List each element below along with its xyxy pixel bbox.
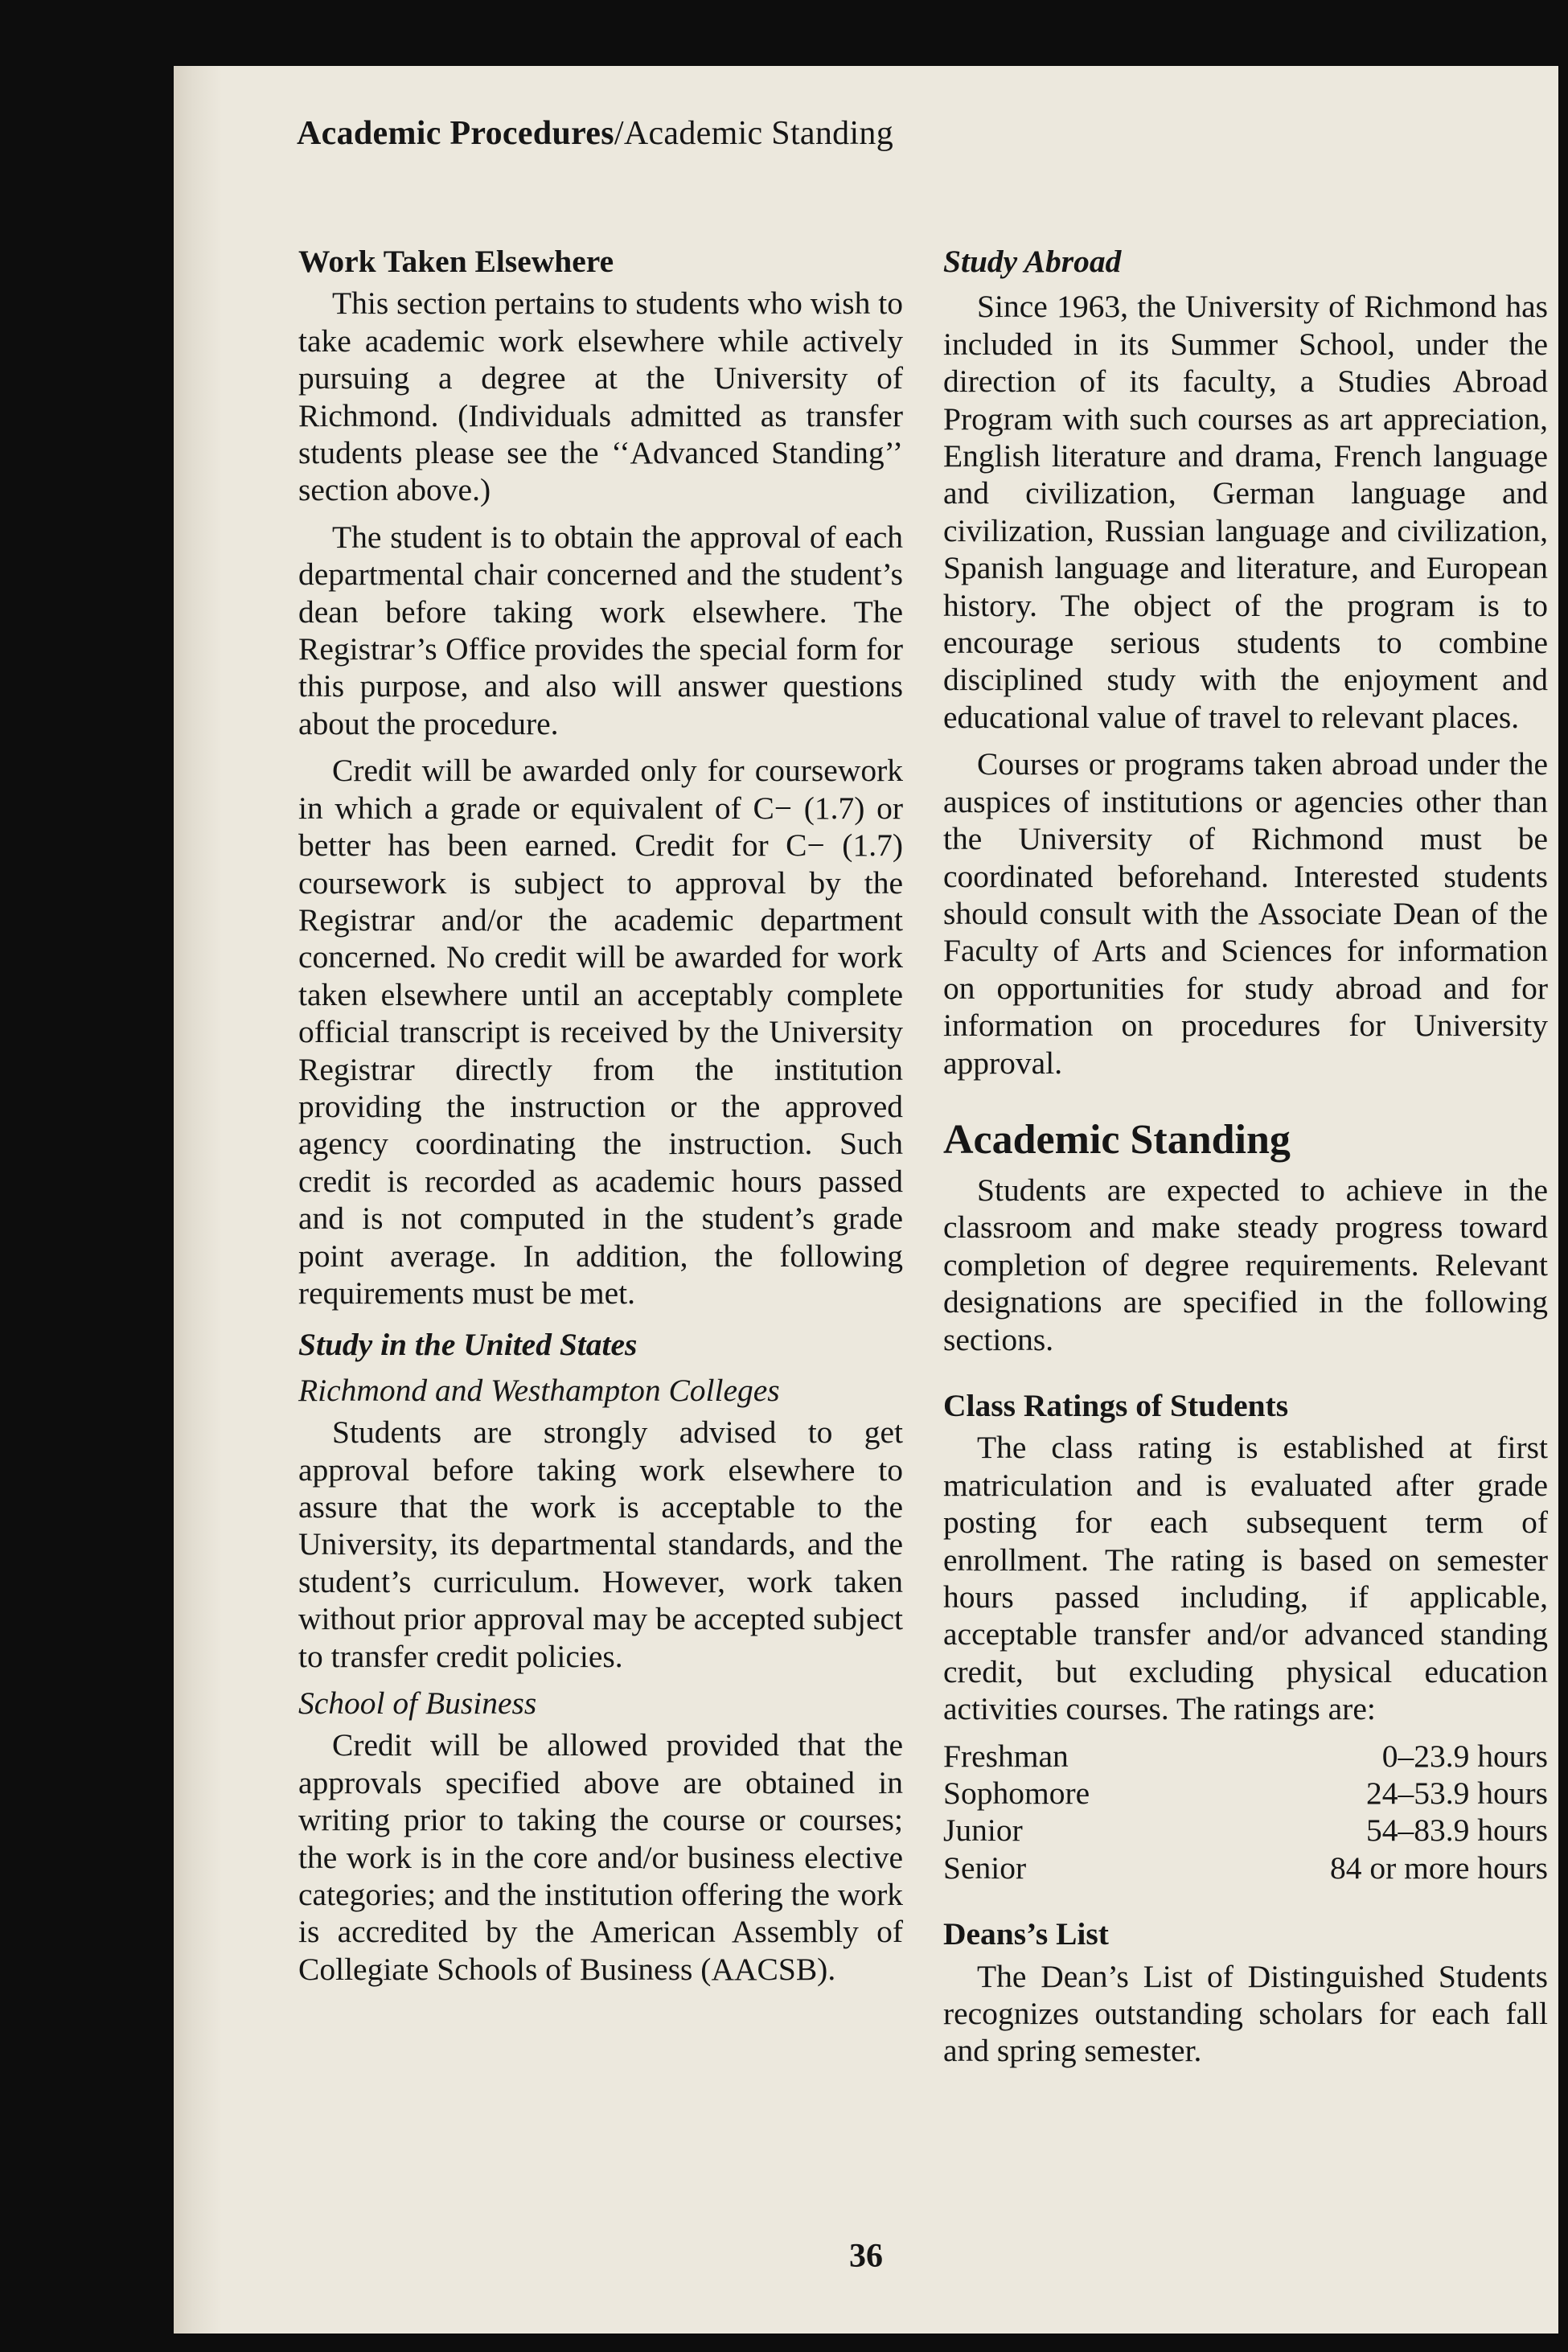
table-row bbox=[943, 1738, 1548, 1775]
academic-standing-paragraph: Students are expected to achieve in the classroom and make steady progress toward completion of degree requirements. Relevant designations are specified in the following sections. bbox=[943, 1172, 1548, 1357]
school-of-business-paragraph: Credit will be allowed provided that the approvals specified above are obtained in writing prior to taking the course or courses; the work is in the core and/or business elective categories; and the institution offering the work is accredited by the American Assembly of Collegiate Schools of Business (AACSB). bbox=[298, 1727, 903, 1987]
us-study-heading: Study in the United States bbox=[298, 1327, 638, 1363]
class-ratings-table bbox=[943, 1738, 1548, 1887]
rating-hours: 0–23.9 hours bbox=[1381, 1738, 1548, 1774]
class-ratings-heading: Class Ratings of Students bbox=[943, 1387, 1289, 1423]
academic-standing-heading: Academic Standing bbox=[943, 1116, 1291, 1163]
work-elsewhere-paragraph-2: The student is to obtain the approval of each departmental chair concerned and the student’s dean before taking work elsewhere. The Registrar’s Office provides the special form for this purpose, and also will answer questions about the procedure. bbox=[298, 519, 903, 741]
deans-list-paragraph: The Dean’s List of Distinguished Students recognizes outstanding scholars for each fall and spring semester. bbox=[943, 1958, 1548, 2069]
running-header-topic: /Academic Standing bbox=[614, 115, 894, 152]
table-row bbox=[943, 1775, 1548, 1812]
rating-hours: 24–53.9 hours bbox=[1365, 1775, 1548, 1812]
running-header-section: Academic Procedures bbox=[297, 115, 614, 152]
right-column bbox=[943, 243, 1548, 2079]
rating-hours: 54–83.9 hours bbox=[1365, 1812, 1548, 1849]
rating-label: Freshman bbox=[943, 1738, 1069, 1774]
richmond-westhampton-heading: Richmond and Westhampton Colleges bbox=[298, 1372, 780, 1408]
study-abroad-paragraph-1: Since 1963, the University of Richmond has included in its Summer School, under the direction of its faculty, a Studies Abroad Program with such courses as art appreciation, English literature and drama, French language and civilization, German language and civilization, Russian language and civilization, Spanish language and literature, and European history. The object of the program is to encourage serious students to combine disciplined study with the enjoyment and educational value of travel to relevant places. bbox=[943, 289, 1548, 735]
class-ratings-paragraph: The class rating is established at first matriculation and is evaluated after grade posting for each subsequent term of enrollment. The rating is based on semester hours passed including, if applicable, acceptable transfer and/or advanced standing credit, but excluding physical education activities courses. The ratings are: bbox=[943, 1430, 1548, 1727]
rating-label: Junior bbox=[943, 1812, 1023, 1849]
rating-label: Sophomore bbox=[943, 1775, 1090, 1812]
page-edge bbox=[174, 66, 222, 2334]
study-abroad-paragraph-2: Courses or programs taken abroad under the auspices of institutions or agencies other than the University of Richmond must be coordinated beforehand. Interested students should consult with the Associate Dean of the Faculty of Arts and Sciences for information on opportunities for study abroad and for information on procedures for University approval. bbox=[943, 746, 1548, 1081]
running-header bbox=[297, 114, 893, 153]
school-of-business-heading: School of Business bbox=[298, 1685, 537, 1722]
book-page bbox=[174, 66, 1558, 2334]
rating-label: Senior bbox=[943, 1849, 1027, 1886]
work-elsewhere-heading: Work Taken Elsewhere bbox=[298, 244, 614, 279]
richmond-westhampton-paragraph: Students are strongly advised to get approval before taking work elsewhere to assure that the work is acceptable to the University, its departmental standards, and the student’s curriculum. However, work taken without prior approval may be accepted subject to transfer credit policies. bbox=[298, 1414, 903, 1674]
left-column bbox=[298, 243, 903, 1997]
table-row bbox=[943, 1812, 1548, 1849]
work-elsewhere-paragraph-3: Credit will be awarded only for coursework in which a grade or equivalent of C− (1.7) or better has been earned. Credit for C− (1.7) coursework is subject to approval by the Registrar and/or the academic department concerned. No credit will be awarded for work taken elsewhere until an acceptably complete official transcript is received by the University Registrar directly from the institution providing the instruction or the approved agency coordinating the instruction. Such credit is recorded as academic hours passed and is not computed in the student’s grade point average. In addition, the following requirements must be met. bbox=[298, 753, 903, 1311]
study-abroad-heading: Study Abroad bbox=[943, 244, 1122, 279]
deans-list-heading: Deans’s List bbox=[943, 1916, 1109, 1952]
table-row bbox=[943, 1849, 1548, 1886]
page-number: 36 bbox=[849, 2238, 883, 2275]
work-elsewhere-paragraph-1: This section pertains to students who wish to take academic work elsewhere while actively pursuing a degree at the University of Richmond. (Individuals admitted as transfer students please see the ‘‘Advanced Standing’’ section above.) bbox=[298, 285, 903, 508]
rating-hours: 84 or more hours bbox=[1330, 1849, 1548, 1886]
